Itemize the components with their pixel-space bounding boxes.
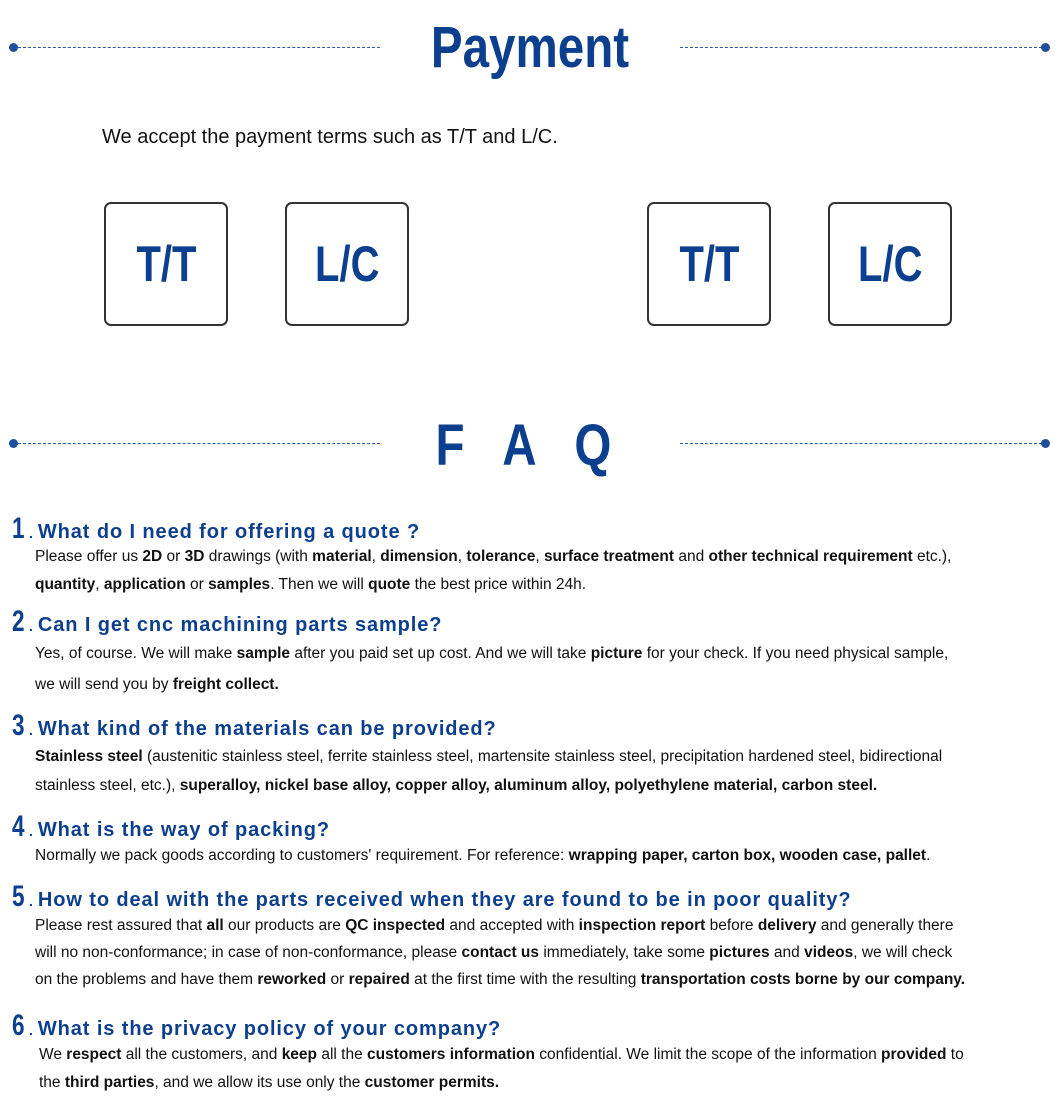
answer-emphasis: tolerance (466, 548, 536, 565)
answer-emphasis: quantity (35, 576, 96, 593)
answer-text: , we will check (853, 944, 953, 961)
answer-text: . (926, 847, 931, 864)
answer-text: and (674, 548, 709, 565)
faq-number-dot: . (29, 1022, 33, 1038)
answer-text: Please offer us (35, 548, 143, 565)
answer-emphasis: all (206, 917, 224, 934)
faq-title: F A Q (435, 413, 625, 478)
answer-emphasis: keep (281, 1046, 318, 1063)
answer-emphasis: picture (590, 645, 643, 662)
answer-emphasis: customer permits. (364, 1074, 500, 1091)
faq-number: 3 (12, 709, 25, 742)
answer-text: Yes, of course. We will make (35, 645, 237, 662)
answer-text: confidential. We limit the scope of the information (534, 1046, 882, 1063)
faq-question (12, 810, 330, 844)
faq-answer-line (39, 1046, 1057, 1064)
answer-text: and accepted with (445, 917, 579, 934)
answer-emphasis: QC inspected (345, 917, 446, 934)
answer-text: (austenitic stainless steel, ferrite stainless steel, martensite stainless steel, precipitation hardened steel, bidirectional (142, 748, 943, 765)
answer-emphasis: other technical requirement (708, 548, 913, 565)
faq-number-dot: . (29, 525, 33, 541)
faq-question (12, 880, 852, 914)
faq-answer-line (35, 971, 1053, 989)
dashed-divider-right (680, 47, 1042, 48)
answer-emphasis: surface treatment (543, 548, 675, 565)
answer-emphasis: third parties (64, 1074, 155, 1091)
faq-answer-line (35, 676, 1053, 694)
payment-box-label: L/C (857, 236, 923, 292)
answer-emphasis: provided (881, 1046, 947, 1063)
answer-emphasis: samples (208, 576, 271, 593)
payment-header (0, 15, 1059, 80)
faq-answer-line (35, 548, 1053, 566)
answer-emphasis: 3D (184, 548, 205, 565)
answer-text: all the (317, 1046, 368, 1063)
faq-number-dot: . (29, 722, 33, 738)
answer-text: , (371, 548, 381, 565)
answer-text: the (39, 1074, 65, 1091)
faq-number: 4 (12, 810, 25, 843)
faq-answer-line (35, 847, 1053, 865)
answer-text: and (769, 944, 805, 961)
dot-ornament-right (1041, 43, 1050, 52)
answer-emphasis: repaired (348, 971, 410, 988)
answer-text: to (946, 1046, 964, 1063)
payment-box-tt (104, 202, 228, 326)
answer-text: Normally we pack goods according to customers' requirement. For reference: (35, 847, 569, 864)
answer-emphasis: wrapping paper, carton box, wooden case, pallet (568, 847, 927, 864)
answer-emphasis: inspection report (578, 917, 706, 934)
faq-question-text: How to deal with the parts received when they are found to be in poor quality? (37, 889, 852, 911)
answer-text: we will send you by (35, 676, 173, 693)
answer-emphasis: reworked (257, 971, 327, 988)
answer-text: and generally there (816, 917, 954, 934)
answer-text: or (326, 971, 349, 988)
answer-text: Please rest assured that (35, 917, 207, 934)
faq-question-text: What is the way of packing? (37, 819, 331, 841)
answer-emphasis: Stainless steel (35, 748, 143, 765)
answer-emphasis: videos (804, 944, 854, 961)
faq-answer-line (35, 777, 1053, 795)
answer-emphasis: sample (236, 645, 291, 662)
answer-text: our products are (223, 917, 346, 934)
faq-answer-line (35, 748, 1053, 766)
faq-number: 6 (12, 1009, 25, 1042)
faq-number-dot: . (29, 618, 33, 634)
dashed-divider-left (18, 47, 380, 48)
faq-answer-line (35, 944, 1053, 962)
answer-text: , (535, 548, 544, 565)
faq-answer-line (35, 576, 1053, 594)
faq-number: 2 (12, 605, 25, 638)
payment-box-lc (285, 202, 409, 326)
faq-number: 5 (12, 880, 25, 913)
answer-text: or (185, 576, 209, 593)
faq-number-dot: . (29, 893, 33, 909)
faq-answer-line (39, 1074, 1057, 1092)
faq-question-text: What kind of the materials can be provided? (37, 718, 497, 740)
answer-emphasis: respect (66, 1046, 122, 1063)
answer-text: , (95, 576, 104, 593)
answer-emphasis: pictures (709, 944, 770, 961)
answer-text: stainless steel, etc.), (35, 777, 180, 794)
answer-emphasis: delivery (757, 917, 817, 934)
answer-text: , (457, 548, 467, 565)
faq-question (12, 512, 420, 546)
answer-emphasis: quote (368, 576, 411, 593)
faq-answer-line (35, 645, 1053, 663)
answer-text: on the problems and have them (35, 971, 258, 988)
answer-emphasis: contact us (461, 944, 540, 961)
answer-text: before (705, 917, 758, 934)
answer-text: at the first time with the resulting (409, 971, 641, 988)
answer-emphasis: material (312, 548, 372, 565)
dot-ornament-right (1041, 439, 1050, 448)
answer-emphasis: dimension (380, 548, 458, 565)
payment-box-lc (828, 202, 952, 326)
faq-number: 1 (12, 512, 25, 545)
dashed-divider-left (18, 443, 380, 444)
answer-text: for your check. If you need physical sample, (642, 645, 949, 662)
payment-box-tt (647, 202, 771, 326)
answer-text: We (39, 1046, 67, 1063)
faq-answer-line (35, 917, 1053, 935)
payment-intro: We accept the payment terms such as T/T and L/C. (102, 126, 558, 148)
answer-text: . Then we will (270, 576, 369, 593)
answer-emphasis: application (103, 576, 186, 593)
answer-text: , and we allow its use only the (154, 1074, 365, 1091)
payment-box-label: T/T (135, 236, 196, 292)
answer-emphasis: 2D (142, 548, 163, 565)
answer-emphasis: freight collect. (172, 676, 279, 693)
faq-question (12, 1009, 501, 1043)
answer-emphasis: transportation costs borne by our company. (640, 971, 966, 988)
answer-text: drawings (with (204, 548, 313, 565)
answer-text: or (162, 548, 185, 565)
answer-emphasis: superalloy, nickel base alloy, copper alloy, aluminum alloy, polyethylene material, carbon steel. (179, 777, 878, 794)
payment-title: Payment (430, 15, 630, 80)
payment-box-label: T/T (678, 236, 739, 292)
answer-text: after you paid set up cost. And we will take (290, 645, 591, 662)
faq-number-dot: . (29, 823, 33, 839)
faq-question-text: Can I get cnc machining parts sample? (37, 614, 443, 636)
faq-question-text: What is the privacy policy of your company? (37, 1018, 502, 1040)
payment-box-label: L/C (314, 236, 380, 292)
faq-question (12, 605, 442, 639)
answer-text: immediately, take some (539, 944, 710, 961)
dashed-divider-right (680, 443, 1042, 444)
answer-emphasis: customers information (367, 1046, 535, 1063)
answer-text: etc.), (912, 548, 952, 565)
answer-text: all the customers, and (121, 1046, 282, 1063)
faq-question-text: What do I need for offering a quote ? (37, 521, 421, 543)
faq-header (0, 413, 1059, 478)
answer-text: will no non-conformance; in case of non-conformance, please (35, 944, 462, 961)
dot-ornament-left (9, 439, 18, 448)
answer-text: the best price within 24h. (410, 576, 587, 593)
dot-ornament-left (9, 43, 18, 52)
faq-question (12, 709, 497, 743)
